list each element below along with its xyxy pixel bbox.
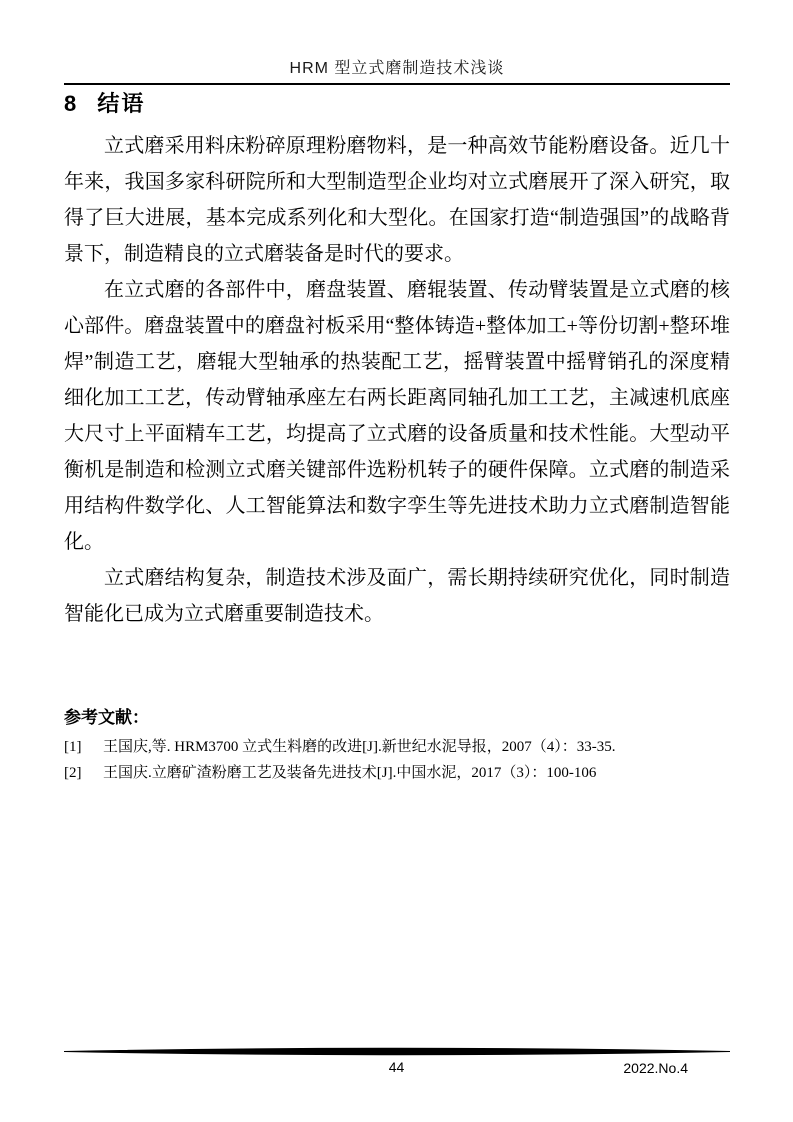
paragraph: 立式磨结构复杂，制造技术涉及面广，需长期持续研究优化，同时制造智能化已成为立式磨重要制造技术。 <box>64 567 730 625</box>
page-footer <box>0 1047 793 1078</box>
header-rule <box>64 83 730 85</box>
paragraph: 在立式磨的各部件中，磨盘装置、磨辊装置、传动臂装置是立式磨的核心部件。磨盘装置中的磨盘衬板采用“整体铸造+整体加工+等份切割+整环堆焊”制造工艺，磨辊大型轴承的热装配工艺，摇臂装置中摇臂销孔的深度精细化加工工艺，传动臂轴承座左右两长距离同轴孔加工工艺，主减速机底座大尺寸上平面精车工艺，均提高了立式磨的设备质量和技术性能。大型动平衡机是制造和检测立式磨关键部件选粉机转子的硬件保障。立式磨的制造采用结构件数学化、人工智能算法和数字孪生等先进技术助力立式磨制造智能化。 <box>64 279 730 553</box>
references-heading: 参考文献： <box>64 708 149 727</box>
section-heading <box>64 91 730 117</box>
body-text <box>64 128 730 632</box>
reference-item <box>64 760 730 786</box>
reference-label: [1] <box>64 739 82 755</box>
reference-text: 王国庆,等. HRM3700 立式生料磨的改进[J].新世纪水泥导报，2007（4）：33-35. <box>103 739 616 755</box>
paragraph: 立式磨采用料床粉碎原理粉磨物料，是一种高效节能粉磨设备。近几十年来，我国多家科研院所和大型制造型企业均对立式磨展开了深入研究，取得了巨大进展，基本完成系列化和大型化。在国家打造“制造强国”的战略背景下，制造精良的立式磨装备是时代的要求。 <box>64 135 730 265</box>
reference-label: [2] <box>64 765 82 781</box>
references-section <box>64 706 730 786</box>
section-title: 结语 <box>97 91 146 116</box>
reference-item <box>64 734 730 760</box>
footer-rule <box>0 1047 793 1056</box>
footer-line <box>0 1058 793 1078</box>
reference-text: 王国庆.立磨矿渣粉磨工艺及装备先进技术[J].中国水泥，2017（3）：100-106 <box>103 765 597 781</box>
issue-number: 2022.No.4 <box>623 1060 688 1076</box>
page-header <box>64 0 730 85</box>
running-title: HRM 型立式磨制造技术浅谈 <box>289 60 505 77</box>
section-number: 8 <box>64 91 77 116</box>
page-number: 44 <box>388 1059 405 1075</box>
